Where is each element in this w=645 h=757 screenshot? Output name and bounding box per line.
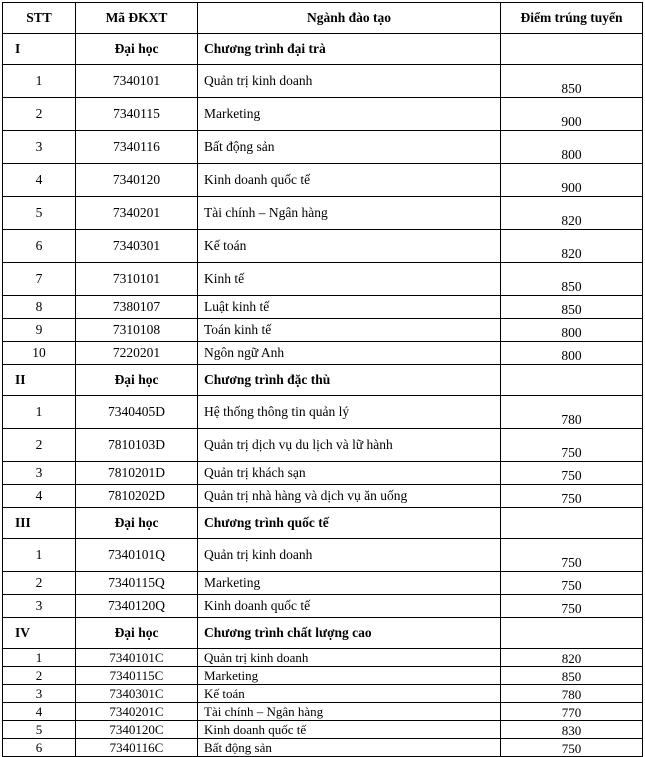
row-code: 7340301 (76, 230, 198, 263)
table-row (3, 296, 643, 319)
section-row (3, 508, 643, 539)
watermark-logo (196, 675, 326, 697)
section-level: Đại học (76, 34, 198, 65)
row-stt: 3 (3, 462, 76, 485)
row-code: 7340101Q (76, 539, 198, 572)
table-row (3, 197, 643, 230)
row-score: 750 (501, 595, 643, 618)
row-code: 7340201C (76, 703, 198, 721)
row-score: 750 (501, 539, 643, 572)
row-score: 850 (501, 667, 643, 685)
row-name: Toán kinh tế (198, 319, 501, 342)
section-program: Chương trình đại trà (198, 34, 501, 65)
row-code: 7340101C (76, 649, 198, 667)
row-stt: 1 (3, 539, 76, 572)
row-code: 7340405D (76, 396, 198, 429)
table-row (3, 65, 643, 98)
row-score: 750 (501, 429, 643, 462)
row-name: Kinh doanh quốc tế (198, 595, 501, 618)
row-code: 7340115 (76, 98, 198, 131)
row-score: 750 (501, 739, 643, 757)
table-row (3, 539, 643, 572)
section-level: Đại học (76, 618, 198, 649)
row-name: Quản trị dịch vụ du lịch và lữ hành (198, 429, 501, 462)
row-name: Tài chính – Ngân hàng (198, 703, 501, 721)
row-name: Kinh tế (198, 263, 501, 296)
table-row (3, 429, 643, 462)
row-code: 7340116 (76, 131, 198, 164)
row-code: 7340201 (76, 197, 198, 230)
section-score-empty (501, 618, 643, 649)
row-stt: 4 (3, 485, 76, 508)
row-stt: 1 (3, 65, 76, 98)
row-name: Luật kinh tế (198, 296, 501, 319)
table-row (3, 131, 643, 164)
section-score-empty (501, 508, 643, 539)
row-stt: 4 (3, 703, 76, 721)
row-score: 750 (501, 572, 643, 595)
row-stt: 8 (3, 296, 76, 319)
row-name: Kế toán (198, 230, 501, 263)
row-code: 7340120 (76, 164, 198, 197)
admission-score-table (2, 2, 643, 757)
header-stt: STT (3, 3, 76, 34)
row-code: 7220201 (76, 342, 198, 365)
row-score: 820 (501, 197, 643, 230)
row-stt: 1 (3, 396, 76, 429)
section-numeral: I (3, 34, 76, 65)
row-stt: 2 (3, 98, 76, 131)
section-row (3, 34, 643, 65)
table-row (3, 462, 643, 485)
row-stt: 3 (3, 685, 76, 703)
row-name: Kế toán (198, 685, 501, 703)
row-stt: 5 (3, 197, 76, 230)
row-score: 750 (501, 462, 643, 485)
row-stt: 6 (3, 230, 76, 263)
row-code: 7340120C (76, 721, 198, 739)
row-score: 820 (501, 649, 643, 667)
row-code: 7810201D (76, 462, 198, 485)
section-score-empty (501, 365, 643, 396)
table-row (3, 739, 643, 757)
row-score: 750 (501, 485, 643, 508)
row-score: 800 (501, 342, 643, 365)
row-stt: 2 (3, 667, 76, 685)
row-name: Ngôn ngữ Anh (198, 342, 501, 365)
section-program: Chương trình quốc tế (198, 508, 501, 539)
table-header (3, 3, 643, 34)
row-stt: 10 (3, 342, 76, 365)
row-stt: 1 (3, 649, 76, 667)
row-name: Marketing (198, 572, 501, 595)
row-name: Quản trị nhà hàng và dịch vụ ăn uống (198, 485, 501, 508)
row-score: 800 (501, 131, 643, 164)
row-code: 7340115C (76, 667, 198, 685)
section-row (3, 365, 643, 396)
row-name: Tài chính – Ngân hàng (198, 197, 501, 230)
table-row (3, 230, 643, 263)
row-score: 800 (501, 319, 643, 342)
row-score: 850 (501, 296, 643, 319)
section-level: Đại học (76, 508, 198, 539)
row-stt: 2 (3, 572, 76, 595)
row-name: Quản trị kinh doanh (198, 539, 501, 572)
row-name: Kinh doanh quốc tế (198, 164, 501, 197)
row-score: 770 (501, 703, 643, 721)
row-score: 780 (501, 396, 643, 429)
table-row (3, 721, 643, 739)
table-row (3, 263, 643, 296)
table-row (3, 319, 643, 342)
row-name: Marketing (198, 667, 501, 685)
row-code: 7380107 (76, 296, 198, 319)
row-score: 900 (501, 98, 643, 131)
row-score: 900 (501, 164, 643, 197)
row-stt: 3 (3, 131, 76, 164)
section-numeral: III (3, 508, 76, 539)
table-row (3, 396, 643, 429)
row-name: Hệ thống thông tin quản lý (198, 396, 501, 429)
row-name: Bất động sản (198, 131, 501, 164)
row-code: 7340101 (76, 65, 198, 98)
row-code: 7340115Q (76, 572, 198, 595)
table-row (3, 572, 643, 595)
row-stt: 2 (3, 429, 76, 462)
table-row (3, 164, 643, 197)
header-code: Mã ĐKXT (76, 3, 198, 34)
row-score: 850 (501, 263, 643, 296)
row-stt: 3 (3, 595, 76, 618)
section-numeral: IV (3, 618, 76, 649)
row-name: Bất động sản (198, 739, 501, 757)
header-major: Ngành đào tạo (198, 3, 501, 34)
row-name: Quản trị khách sạn (198, 462, 501, 485)
row-code: 7310108 (76, 319, 198, 342)
row-code: 7810202D (76, 485, 198, 508)
row-name: Marketing (198, 98, 501, 131)
table-row (3, 703, 643, 721)
table-row (3, 485, 643, 508)
row-code: 7340116C (76, 739, 198, 757)
header-score: Điểm trúng tuyển (501, 3, 643, 34)
row-stt: 7 (3, 263, 76, 296)
row-score: 780 (501, 685, 643, 703)
row-code: 7310101 (76, 263, 198, 296)
row-code: 7340120Q (76, 595, 198, 618)
table-row (3, 595, 643, 618)
section-program: Chương trình đặc thù (198, 365, 501, 396)
table-row (3, 98, 643, 131)
row-stt: 9 (3, 319, 76, 342)
section-score-empty (501, 34, 643, 65)
section-level: Đại học (76, 365, 198, 396)
section-row (3, 618, 643, 649)
table-row (3, 342, 643, 365)
row-stt: 4 (3, 164, 76, 197)
row-code: 7340301C (76, 685, 198, 703)
row-score: 830 (501, 721, 643, 739)
table-row (3, 649, 643, 667)
section-program: Chương trình chất lượng cao (198, 618, 501, 649)
row-name: Quản trị kinh doanh (198, 65, 501, 98)
row-code: 7810103D (76, 429, 198, 462)
row-stt: 5 (3, 721, 76, 739)
row-name: Quản trị kinh doanh (198, 649, 501, 667)
row-score: 850 (501, 65, 643, 98)
row-stt: 6 (3, 739, 76, 757)
row-score: 820 (501, 230, 643, 263)
section-numeral: II (3, 365, 76, 396)
row-name: Kinh doanh quốc tế (198, 721, 501, 739)
